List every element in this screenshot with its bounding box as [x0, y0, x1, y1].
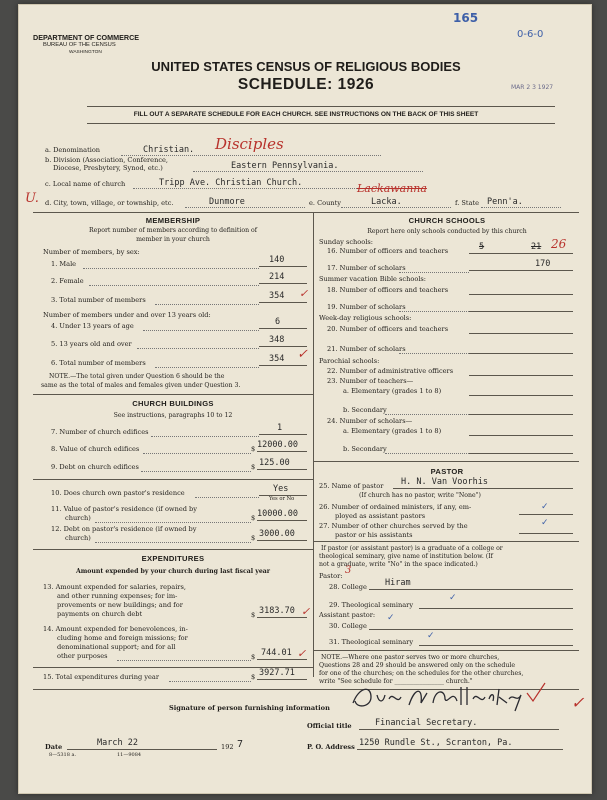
q1-value: 140 [269, 255, 285, 265]
q9-dollar: $ [251, 463, 256, 471]
q16-label: 16. Number of officers and teachers [327, 247, 449, 255]
q5-value: 348 [269, 335, 285, 345]
county-label: e. County [309, 199, 341, 207]
q31-check: ✓ [427, 631, 435, 641]
q11-dollar: $ [251, 514, 256, 522]
q25-value: H. N. Van Voorhis [401, 477, 488, 487]
leader [169, 681, 251, 682]
q12-value: 3000.00 [259, 529, 295, 539]
q13-label-4: payments on church debt [57, 610, 143, 618]
leader [155, 304, 259, 305]
leader [399, 353, 469, 354]
county-line [341, 207, 451, 208]
division-label-2: Diocese, Presbytery, Synod, etc.) [53, 164, 163, 172]
q11-value: 10000.00 [257, 509, 298, 519]
q13-label-2: and other running expenses; for im- [57, 592, 178, 600]
graduate-note-1: If pastor (or assistant pastor) is a graduate of a college or [321, 545, 503, 552]
q2-value: 214 [269, 272, 285, 282]
received-stamp: MAR 2 3 1927 [511, 84, 554, 91]
divider [87, 106, 555, 107]
signature-image [349, 681, 549, 715]
answer-line [257, 617, 307, 618]
answer-line [257, 520, 307, 521]
leader [89, 285, 259, 286]
q15-value: 3927.71 [259, 668, 295, 678]
schedule-title: SCHEDULE: 1926 [237, 76, 375, 93]
pastor-note-1: NOTE.—Where one pastor serves two or more churches, [321, 654, 500, 661]
schools-sub: Report here only schools conducted by this church [367, 228, 527, 235]
q14-value: 744.01 [261, 648, 292, 658]
yes-no-hint: Yes or No [269, 496, 295, 502]
q27-label-2: pastor or his assistants [335, 531, 413, 539]
pastor-sublabel: Pastor: [319, 572, 343, 580]
margin-mark: U. [25, 191, 39, 206]
q21-label: 21. Number of scholars [327, 345, 406, 353]
graduate-note-2: theological seminary, give name of institution below. (If [319, 553, 493, 560]
department-label: DEPARTMENT OF COMMERCE [33, 33, 140, 42]
local-name-label: c. Local name of church [45, 180, 126, 188]
parochial-heading: Parochial schools: [319, 357, 380, 365]
official-title-value: Financial Secretary. [375, 718, 478, 728]
q17-label: 17. Number of scholars [327, 264, 406, 272]
answer-line [469, 333, 573, 334]
q26-check: ✓ [541, 502, 549, 512]
q5-label: 5. 13 years old and over [51, 340, 132, 348]
city-label: WASHINGTON [69, 50, 102, 55]
q2-label: 2. Female [51, 277, 84, 285]
q9-label: 9. Debt on church edifices [51, 463, 139, 471]
answer-line [259, 328, 307, 329]
q12-label-1: 12. Debt on pastor's residence (if owned by [51, 525, 197, 533]
leader [137, 348, 259, 349]
leader [385, 414, 469, 415]
q6-label: 6. Total number of members [51, 359, 146, 367]
q22-label: 22. Number of administrative officers [327, 367, 454, 375]
form-number: 8—5318 a. [49, 752, 77, 758]
po-address-value: 1250 Rundle St., Scranton, Pa. [359, 738, 513, 748]
answer-line [259, 302, 307, 303]
answer-line [419, 608, 573, 609]
leader [83, 268, 259, 269]
vacation-heading: Summer vacation Bible schools: [319, 275, 427, 283]
denomination-label: a. Denomination [45, 146, 101, 154]
assistant-sublabel: Assistant pastor: [319, 611, 376, 619]
q27-check: ✓ [541, 518, 549, 528]
answer-line [259, 365, 307, 366]
year-suffix: 7 [237, 739, 244, 750]
stamp-number: 165 [453, 11, 479, 25]
q26-label-2: ployed as assistant pastors [335, 512, 426, 520]
pastor-note-3: for one of the churches; on the schedules for the other churches, [319, 670, 524, 677]
leader [143, 330, 259, 331]
answer-line [257, 469, 307, 470]
county-value: Lacka. [371, 197, 402, 207]
answer-line [369, 589, 573, 590]
divider [33, 549, 313, 550]
q15-dollar: $ [251, 673, 256, 681]
city-value: Dunmore [209, 197, 245, 207]
answer-line [257, 540, 307, 541]
instruction-line: FILL OUT A SEPARATE SCHEDULE FOR EACH CHURCH. SEE INSTRUCTIONS ON THE BACK OF THIS SHEET [133, 111, 479, 118]
leader [95, 522, 251, 523]
answer-line [469, 414, 573, 415]
q10-value: Yes [273, 484, 289, 494]
buildings-sub: See instructions, paragraphs 10 to 12 [113, 412, 233, 419]
q8-label: 8. Value of church edifices [51, 445, 140, 453]
year-prefix: 192 [221, 743, 234, 751]
expenditures-title: EXPENDITURES [141, 554, 205, 563]
q25-label: 25. Name of pastor [319, 482, 384, 490]
divider [313, 541, 579, 542]
pastor-note-4: write "See schedule for ________________ church." [319, 678, 473, 685]
division-label-1: b. Division (Association, Conference, [45, 156, 169, 164]
q12-label-2: church) [65, 534, 91, 542]
leader [141, 471, 251, 472]
pastor-note-2: Questions 28 and 29 should be answered only on the schedule [319, 662, 516, 669]
q3-value: 354 [269, 291, 285, 301]
date-label: Date [45, 743, 63, 751]
answer-line [469, 353, 573, 354]
answer-line [519, 533, 573, 534]
answer-line [469, 395, 573, 396]
expenditures-sub: Amount expended by your church during last fiscal year [75, 568, 271, 575]
q7-value: 1 [277, 423, 283, 433]
buildings-title: CHURCH BUILDINGS [132, 399, 214, 408]
q13-value: 3183.70 [259, 606, 295, 616]
q16-value-a: 5 [479, 242, 485, 252]
answer-line [469, 453, 573, 454]
leader [385, 453, 469, 454]
q16-value-b: 21 [531, 242, 542, 252]
county-handwritten: Lackawanna [357, 182, 427, 195]
form-number-2: 11—9084 [117, 752, 142, 758]
pastor-title: PASTOR [430, 467, 464, 476]
section-top-rule [33, 212, 579, 213]
membership-sub-1: Report number of members according to definition of [88, 227, 258, 234]
q12-dollar: $ [251, 534, 256, 542]
q14-label-4: other purposes [57, 652, 108, 660]
q4-value: 6 [275, 317, 281, 327]
sunday-heading: Sunday schools: [319, 238, 373, 246]
q13-label-1: 13. Amount expended for salaries, repairs, [43, 583, 186, 591]
answer-line [257, 451, 307, 452]
q13-label-3: provements or new buildings; and for [57, 601, 183, 609]
denomination-value: Christian. [143, 145, 195, 155]
by-sex-label: Number of members, by sex: [43, 248, 140, 256]
q7-label: 7. Number of church edifices [51, 428, 149, 436]
divider [313, 461, 579, 462]
divider [33, 394, 313, 395]
graduate-note-3: not a graduate, write "No" in the space indicated.) [319, 561, 478, 568]
answer-line [259, 434, 307, 435]
q14-check: ✓ [297, 647, 307, 660]
corner-check: ✓ [571, 693, 585, 712]
bureau-label: BUREAU OF THE CENSUS [43, 42, 116, 48]
q26-label-1: 26. Number of ordained ministers, if any, em- [319, 503, 472, 511]
divider [87, 123, 555, 124]
answer-line [469, 435, 573, 436]
leader [399, 311, 469, 312]
leader [151, 436, 259, 437]
answer-line [469, 294, 573, 295]
answer-line [393, 488, 573, 489]
census-schedule-form [18, 4, 592, 794]
q16-value-handwritten: 26 [551, 237, 567, 251]
leader [95, 542, 251, 543]
q1-label: 1. Male [51, 260, 77, 268]
q6-check: ✓ [297, 347, 308, 362]
q3-check: ✓ [299, 287, 309, 300]
q13-check: ✓ [301, 605, 311, 618]
answer-line [469, 270, 573, 271]
answer-line [359, 729, 559, 730]
q30-label: 30. College [329, 622, 367, 630]
answer-line [369, 629, 573, 630]
q23-label: 23. Number of teachers— [327, 377, 414, 385]
membership-sub-2: member in your church [136, 236, 210, 243]
answer-line [469, 311, 573, 312]
q3-label: 3. Total number of members [51, 296, 146, 304]
answer-line [357, 749, 563, 750]
answer-line [519, 514, 573, 515]
state-label: f. State [455, 199, 480, 207]
q17-value: 170 [535, 259, 551, 269]
leader [117, 660, 251, 661]
q29-label: 29. Theological seminary [329, 601, 414, 609]
division-line [193, 171, 423, 172]
state-value: Penn'a. [487, 197, 523, 207]
city-label: d. City, town, village, or township, etc. [45, 199, 174, 207]
answer-line [469, 253, 573, 254]
po-address-label: P. O. Address [307, 743, 355, 751]
divider [33, 479, 313, 480]
q14-label-3: denominational support; and for all [57, 643, 176, 651]
denomination-handwritten: Disciples [215, 135, 284, 153]
q28-label: 28. College [329, 583, 367, 591]
local-name-value: Tripp Ave. Christian Church. [159, 178, 303, 188]
q9-value: 125.00 [259, 458, 290, 468]
age-heading: Number of members under and over 13 years old: [43, 311, 211, 319]
answer-line [259, 283, 307, 284]
division-value: Eastern Pennsylvania. [231, 161, 339, 171]
q20-label: 20. Number of officers and teachers [327, 325, 449, 333]
official-title-label: Official title [307, 722, 352, 730]
answer-line [259, 266, 307, 267]
q10-label: 10. Does church own pastor's residence [51, 489, 185, 497]
divider [313, 650, 579, 651]
q23b-label: b. Secondary [343, 406, 387, 414]
q14-label-1: 14. Amount expended for benevolences, in- [43, 625, 188, 633]
answer-line [419, 645, 573, 646]
membership-note-1: NOTE.—The total given under Question 6 should be the [49, 373, 225, 380]
page-title: UNITED STATES CENSUS OF RELIGIOUS BODIES [151, 59, 461, 74]
q24-label: 24. Number of scholars— [327, 417, 413, 425]
membership-note-2: same as the total of males and females given under Question 3. [41, 382, 241, 389]
leader [143, 453, 251, 454]
q14-label-2: cluding home and foreign missions; for [57, 634, 188, 642]
q24b-label: b. Secondary [343, 445, 387, 453]
q30-check: ✓ [387, 613, 395, 623]
signature-label: Signature of person furnishing information [169, 704, 330, 712]
q6-value: 354 [269, 354, 285, 364]
leader [399, 272, 469, 273]
q4-label: 4. Under 13 years of age [51, 322, 134, 330]
q24a-label: a. Elementary (grades 1 to 8) [343, 427, 442, 435]
membership-title: MEMBERSHIP [145, 216, 201, 225]
state-line [481, 207, 561, 208]
q31-label: 31. Theological seminary [329, 638, 414, 646]
q15-label: 15. Total expenditures during year [43, 673, 159, 681]
pastor-handwritten-mark: 3 [345, 565, 352, 576]
q11-label-2: church) [65, 514, 91, 522]
city-line [185, 207, 305, 208]
q14-dollar: $ [251, 653, 256, 661]
q8-value: 12000.00 [257, 440, 298, 450]
q27-label-1: 27. Number of other churches served by the [319, 522, 468, 530]
leader [195, 497, 259, 498]
leader [155, 367, 259, 368]
q8-dollar: $ [251, 445, 256, 453]
q29-check: ✓ [449, 593, 457, 603]
q18-label: 18. Number of officers and teachers [327, 286, 449, 294]
column-divider [313, 212, 314, 677]
stamp-code: 0-6-0 [517, 29, 544, 40]
q13-dollar: $ [251, 611, 256, 619]
q19-label: 19. Number of scholars [327, 303, 406, 311]
q28-value: Hiram [385, 578, 411, 588]
answer-line [469, 375, 573, 376]
date-value: March 22 [97, 738, 138, 748]
answer-line [257, 679, 307, 680]
schools-title: CHURCH SCHOOLS [408, 216, 486, 225]
q11-label-1: 11. Value of pastor's residence (if owned by [51, 505, 197, 513]
q25-note: (If church has no pastor, write "None") [359, 492, 481, 499]
q23a-label: a. Elementary (grades 1 to 8) [343, 387, 442, 395]
weekday-heading: Week-day religious schools: [319, 314, 412, 322]
answer-line [67, 749, 217, 750]
